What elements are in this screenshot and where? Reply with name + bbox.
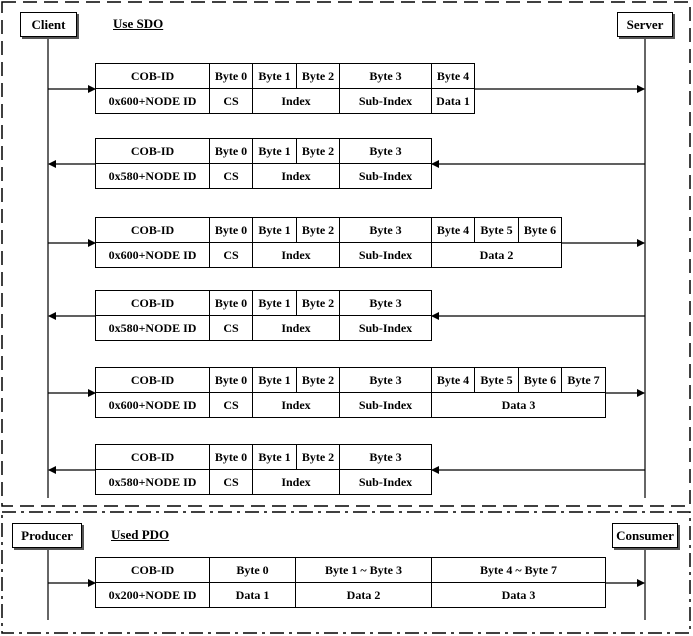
pdo-frame-header-cell: Byte 4 ~ Byte 7 [431, 557, 606, 583]
sdo-frame-5-header-cell: Byte 5 [474, 367, 519, 393]
sdo-frame-5-header-cell: Byte 1 [252, 367, 297, 393]
sdo-frame-4-header-cell: COB-ID [95, 290, 210, 316]
sdo-frame-6-header-cell: Byte 2 [296, 444, 340, 470]
sdo-frame-3-value-cell: Data 2 [431, 242, 562, 268]
sdo-frame-4-header-cell: Byte 3 [339, 290, 432, 316]
sdo-frame-5-value-cell: 0x600+NODE ID [95, 392, 210, 418]
sdo-frame-2-value-cell: 0x580+NODE ID [95, 163, 210, 189]
server-box: Server [617, 12, 673, 37]
producer-box: Producer [12, 523, 82, 548]
sdo-frame-4-value-cell: CS [209, 315, 253, 341]
sdo-frame-2-value-cell: Index [252, 163, 340, 189]
sdo-frame-3-header-cell: Byte 3 [339, 217, 432, 243]
sdo-frame-4-header-cell: Byte 2 [296, 290, 340, 316]
sdo-frame-2-value-cell: Sub-Index [339, 163, 432, 189]
sdo-frame-2-value-cell: CS [209, 163, 253, 189]
sdo-frame-3-value-cell: Index [252, 242, 340, 268]
pdo-frame-header-cell: COB-ID [95, 557, 210, 583]
sdo-frame-1-header-cell: COB-ID [95, 63, 210, 89]
pdo-frame-header-cell: Byte 1 ~ Byte 3 [295, 557, 432, 583]
sdo-frame-1-value-cell: CS [209, 88, 253, 114]
consumer-box: Consumer [612, 523, 678, 548]
sdo-frame-6-value-cell: 0x580+NODE ID [95, 469, 210, 495]
sdo-frame-5-value-cell: Data 3 [431, 392, 606, 418]
sdo-frame-5-header-cell: Byte 2 [296, 367, 340, 393]
sdo-frame-4-header-cell: Byte 1 [252, 290, 297, 316]
sdo-frame-5-header-cell: Byte 3 [339, 367, 432, 393]
sdo-frame-3-value-cell: Sub-Index [339, 242, 432, 268]
sdo-frame-3-value-cell: CS [209, 242, 253, 268]
sdo-frame-4-value-cell: 0x580+NODE ID [95, 315, 210, 341]
sdo-frame-1-value-cell: Index [252, 88, 340, 114]
sdo-frame-5-value-cell: Index [252, 392, 340, 418]
sdo-frame-2-header-cell: Byte 2 [296, 138, 340, 164]
sdo-frame-1-value-cell: 0x600+NODE ID [95, 88, 210, 114]
sdo-frame-3-header-cell: Byte 0 [209, 217, 253, 243]
sdo-frame-6-value-cell: CS [209, 469, 253, 495]
sdo-frame-6-header-cell: Byte 0 [209, 444, 253, 470]
sdo-frame-1-value-cell: Data 1 [431, 88, 475, 114]
pdo-frame-header-cell: Byte 0 [209, 557, 296, 583]
sdo-frame-3-header-cell: Byte 5 [474, 217, 519, 243]
sdo-frame-4-value-cell: Sub-Index [339, 315, 432, 341]
sdo-frame-1-header-cell: Byte 2 [296, 63, 340, 89]
sdo-frame-6-value-cell: Index [252, 469, 340, 495]
sdo-frame-1-header-cell: Byte 3 [339, 63, 432, 89]
sdo-frame-3-header-cell: Byte 1 [252, 217, 297, 243]
pdo-frame-value-cell: Data 2 [295, 582, 432, 608]
sdo-frame-1-header-cell: Byte 1 [252, 63, 297, 89]
sdo-frame-2-header-cell: Byte 0 [209, 138, 253, 164]
sdo-frame-2-header-cell: COB-ID [95, 138, 210, 164]
pdo-frame-value-cell: 0x200+NODE ID [95, 582, 210, 608]
sdo-frame-6-header-cell: Byte 1 [252, 444, 297, 470]
sdo-frame-3-header-cell: Byte 6 [518, 217, 562, 243]
sdo-frame-5-value-cell: CS [209, 392, 253, 418]
sdo-frame-1-value-cell: Sub-Index [339, 88, 432, 114]
sdo-section-title: Use SDO [113, 16, 164, 31]
sdo-frame-5-header-cell: Byte 0 [209, 367, 253, 393]
sdo-frame-4-header-cell: Byte 0 [209, 290, 253, 316]
sdo-frame-2-header-cell: Byte 1 [252, 138, 297, 164]
sdo-frame-5-value-cell: Sub-Index [339, 392, 432, 418]
sdo-frame-4-value-cell: Index [252, 315, 340, 341]
sdo-frame-3-header-cell: Byte 4 [431, 217, 475, 243]
sdo-frame-5-header-cell: Byte 6 [518, 367, 562, 393]
sdo-frame-2-header-cell: Byte 3 [339, 138, 432, 164]
sdo-frame-1-header-cell: Byte 0 [209, 63, 253, 89]
sdo-frame-6-header-cell: Byte 3 [339, 444, 432, 470]
sdo-frame-5-header-cell: COB-ID [95, 367, 210, 393]
sdo-frame-5-header-cell: Byte 7 [561, 367, 606, 393]
sdo-frame-3-header-cell: COB-ID [95, 217, 210, 243]
sdo-frame-3-header-cell: Byte 2 [296, 217, 340, 243]
sdo-frame-1-header-cell: Byte 4 [431, 63, 475, 89]
sdo-frame-6-value-cell: Sub-Index [339, 469, 432, 495]
pdo-frame-value-cell: Data 3 [431, 582, 606, 608]
sdo-frame-3-value-cell: 0x600+NODE ID [95, 242, 210, 268]
sdo-frame-6-header-cell: COB-ID [95, 444, 210, 470]
pdo-section-title: Used PDO [111, 527, 170, 542]
sdo-frame-5-header-cell: Byte 4 [431, 367, 475, 393]
pdo-frame-value-cell: Data 1 [209, 582, 296, 608]
client-box: Client [20, 12, 77, 37]
